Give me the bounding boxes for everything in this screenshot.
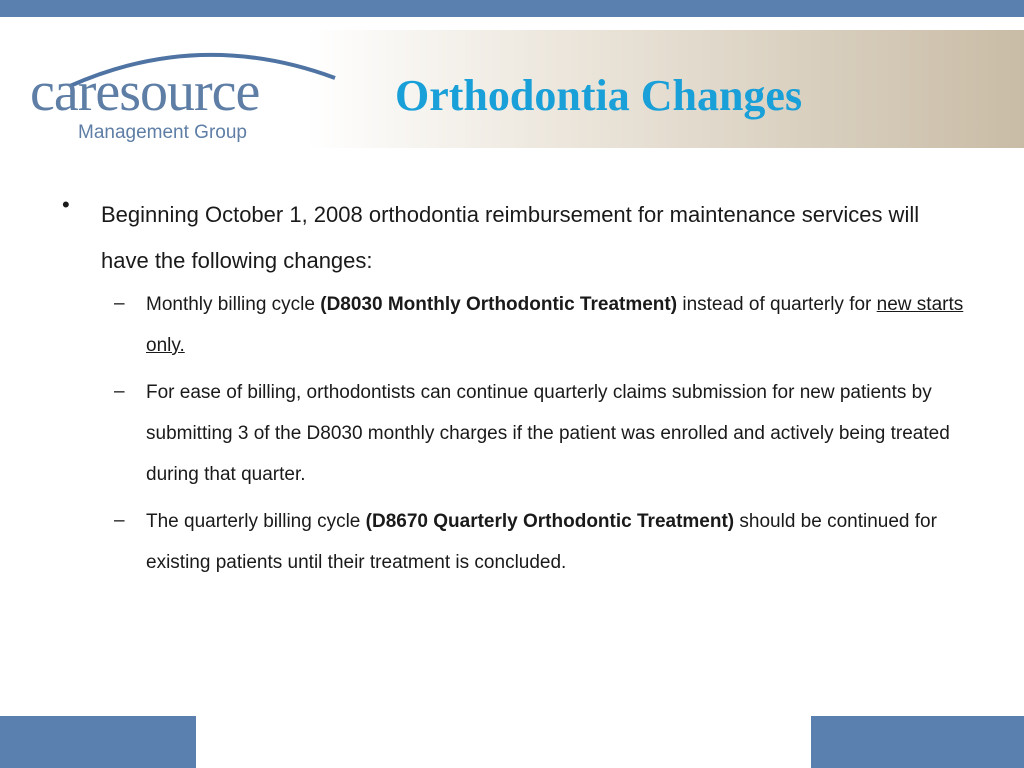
sub-bullet-1	[146, 284, 976, 366]
sub-bullet-3-post: should be continued for existing patients until their treatment is concluded.	[146, 511, 937, 573]
sub-bullet-3-pre: The quarterly billing cycle	[146, 511, 366, 532]
logo-wordmark: caresource	[30, 61, 260, 123]
bullet-marker: •	[62, 192, 70, 217]
dash-marker: –	[114, 510, 125, 531]
sub-bullet-3	[146, 501, 976, 583]
dash-marker: –	[114, 293, 125, 314]
sub-bullet-3-code: (D8670 Quarterly Orthodontic Treatment)	[365, 511, 735, 532]
main-bullet-text: Beginning October 1, 2008 orthodontia reimbursement for maintenance services will have the following changes:	[101, 202, 920, 273]
sub-bullet-1-post: instead of quarterly for	[677, 294, 877, 315]
logo-subtitle: Management Group	[78, 122, 247, 143]
top-accent-bar	[0, 0, 1024, 17]
sub-bullet-1-pre: Monthly billing cycle	[146, 294, 321, 315]
sub-bullet-2: For ease of billing, orthodontists can continue quarterly claims submission for new patients by submitting 3 of the D8030 monthly charges if the patient was enrolled and actively being treated during that quarter.	[146, 382, 950, 485]
footer-block-left	[0, 716, 196, 768]
slide-title: Orthodontia Changes	[395, 71, 803, 120]
sub-bullet-1-code: (D8030 Monthly Orthodontic Treatment)	[320, 294, 678, 315]
footer-block-right	[811, 716, 1024, 768]
caresource-logo	[30, 38, 370, 148]
sub-bullet-1-underline: new starts only.	[146, 294, 964, 356]
dash-marker: –	[114, 381, 125, 402]
